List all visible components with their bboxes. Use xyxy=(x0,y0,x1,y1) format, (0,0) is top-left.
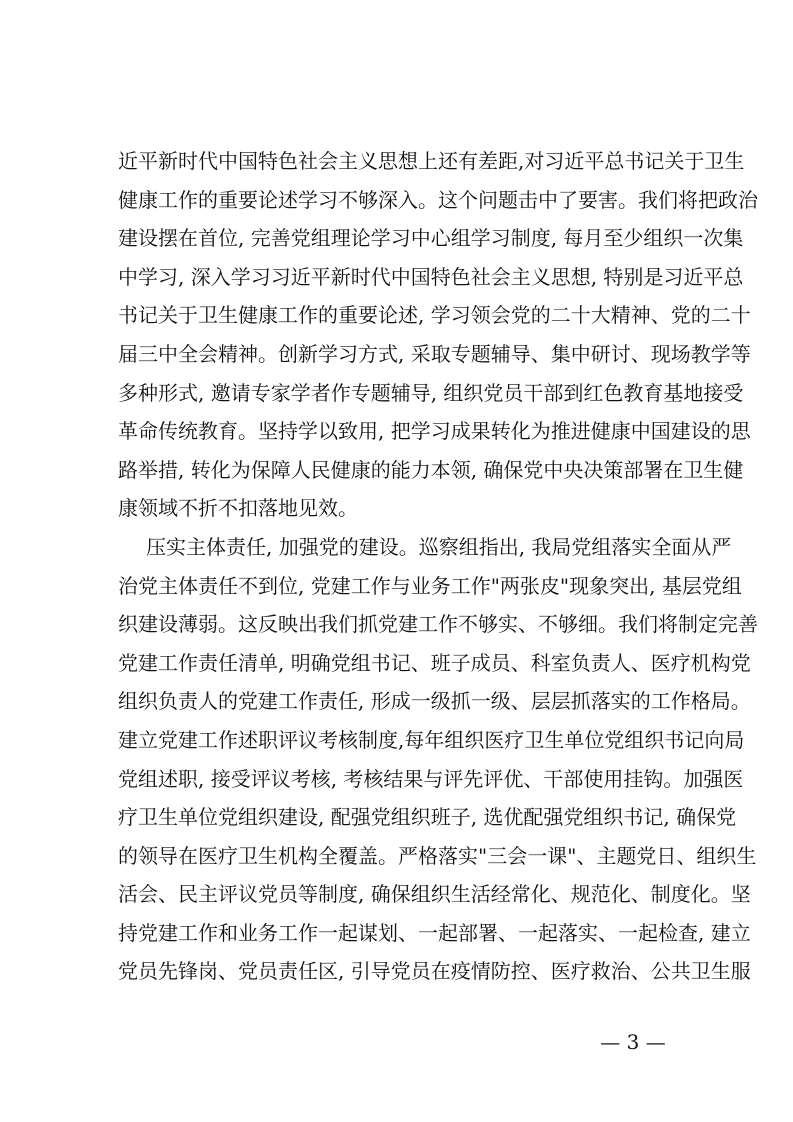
text-line: 的领导在医疗卫生机构全覆盖。严格落实"三会一课"、主题党日、组织生 xyxy=(118,843,757,868)
text-line: 建立党建工作述职评议考核制度,每年组织医疗卫生单位党组织书记向局 xyxy=(118,727,745,752)
text-line: 革命传统教育。坚持学以致用, 把学习成果转化为推进健康中国建设的思 xyxy=(118,419,751,444)
text-line: 多种形式, 邀请专家学者作专题辅导, 组织党员干部到红色教育基地接受 xyxy=(118,380,744,405)
text-line: 持党建工作和业务工作一起谋划、一起部署、一起落实、一起检查, 建立 xyxy=(118,920,751,945)
text-line: 党建工作责任清单, 明确党组书记、班子成员、科室负责人、医疗机构党 xyxy=(118,650,751,675)
text-line: 近平新时代中国特色社会主义思想上还有差距,对习近平总书记关于卫生 xyxy=(118,149,745,173)
text-line: 中学习, 深入学习习近平新时代中国特色社会主义思想, 特别是习近平总 xyxy=(118,264,744,289)
text-line: 组织负责人的党建工作责任, 形成一级抓一级、层层抓落实的工作格局。 xyxy=(118,689,751,714)
text-line: 届三中全会精神。创新学习方式, 采取专题辅导、集中研讨、现场教学等 xyxy=(118,341,751,366)
text-line: 党组述职, 接受评议考核, 考核结果与评先评优、干部使用挂钩。加强医 xyxy=(118,766,744,791)
text-line: 健康工作的重要论述学习不够深入。这个问题击中了要害。我们将把政治 xyxy=(118,187,758,212)
text-line: 活会、民主评议党员等制度, 确保组织生活经常化、规范化、制度化。坚 xyxy=(118,882,751,907)
page-number: — 3 — xyxy=(600,1030,666,1054)
paragraph-1 xyxy=(118,142,758,528)
text-line: 党员先锋岗、党员责任区, 引导党员在疫情防控、医疗救治、公共卫生服 xyxy=(118,959,751,984)
text-line: 书记关于卫生健康工作的重要论述, 学习领会党的二十大精神、党的二十 xyxy=(118,303,751,328)
text-line: 压实主体责任, 加强党的建设。巡察组指出, 我局党组落实全面从严 xyxy=(146,534,732,559)
text-line: 路举措, 转化为保障人民健康的能力本领, 确保党中央决策部署在卫生健 xyxy=(118,457,744,482)
text-line: 建设摆在首位, 完善党组理论学习中心组学习制度, 每月至少组织一次集 xyxy=(118,226,744,251)
text-line: 疗卫生单位党组织建设, 配强党组织班子, 选优配强党组织书记, 确保党 xyxy=(118,805,737,830)
text-line: 治党主体责任不到位, 党建工作与业务工作"两张皮"现象突出, 基层党组 xyxy=(118,573,742,598)
text-line: 织建设薄弱。这反映出我们抓党建工作不够实、不够细。我们将制定完善 xyxy=(118,612,758,637)
paragraph-2 xyxy=(118,528,758,991)
document-body xyxy=(118,142,758,991)
text-line: 康领域不折不扣落地见效。 xyxy=(118,496,358,521)
